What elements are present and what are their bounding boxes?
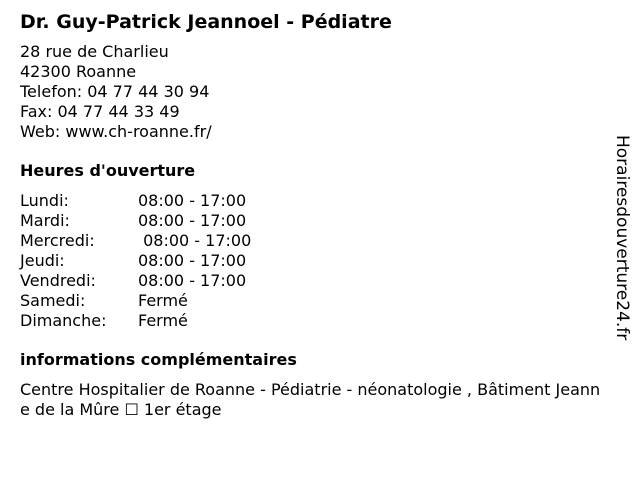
hours-row-monday	[20, 191, 600, 211]
hours-row-wednesday	[20, 231, 600, 251]
business-listing	[20, 10, 600, 420]
day-hours: Fermé	[138, 311, 188, 330]
hours-row-thursday	[20, 251, 600, 271]
day-hours: 08:00 - 17:00	[138, 271, 247, 290]
city-postcode: 42300 Roanne	[20, 62, 137, 81]
fax-number: Fax: 04 77 44 33 49	[20, 102, 180, 121]
page-title: Dr. Guy-Patrick Jeannoel - Pédiatre	[20, 11, 392, 33]
day-hours: 08:00 - 17:00	[138, 211, 247, 230]
day-label: Vendredi:	[20, 271, 96, 290]
phone-number: Telefon: 04 77 44 30 94	[20, 82, 210, 101]
opening-hours-table	[20, 191, 600, 331]
street-address: 28 rue de Charlieu	[20, 42, 169, 61]
day-label: Mardi:	[20, 211, 70, 230]
hours-row-friday	[20, 271, 600, 291]
day-hours: 08:00 - 17:00	[138, 231, 252, 250]
day-hours: Fermé	[138, 291, 188, 310]
additional-info-text: Centre Hospitalier de Roanne - Pédiatrie - néonatologie , Bâtiment Jeanne de la Mûre ☐ 1er étage	[20, 380, 601, 419]
day-label: Samedi:	[20, 291, 86, 310]
day-label: Mercredi:	[20, 231, 95, 250]
day-label: Dimanche:	[20, 311, 107, 330]
additional-info-heading: informations complémentaires	[20, 350, 297, 369]
day-hours: 08:00 - 17:00	[138, 191, 247, 210]
address-block	[20, 42, 600, 142]
hours-row-tuesday	[20, 211, 600, 231]
day-hours: 08:00 - 17:00	[138, 251, 247, 270]
opening-hours-heading: Heures d'ouverture	[20, 161, 196, 180]
website: Web: www.ch-roanne.fr/	[20, 122, 212, 141]
day-label: Lundi:	[20, 191, 69, 210]
hours-row-sunday	[20, 311, 600, 331]
hours-row-saturday	[20, 291, 600, 311]
day-label: Jeudi:	[20, 251, 65, 270]
site-watermark: Horairesdouverture24.fr	[612, 135, 632, 341]
